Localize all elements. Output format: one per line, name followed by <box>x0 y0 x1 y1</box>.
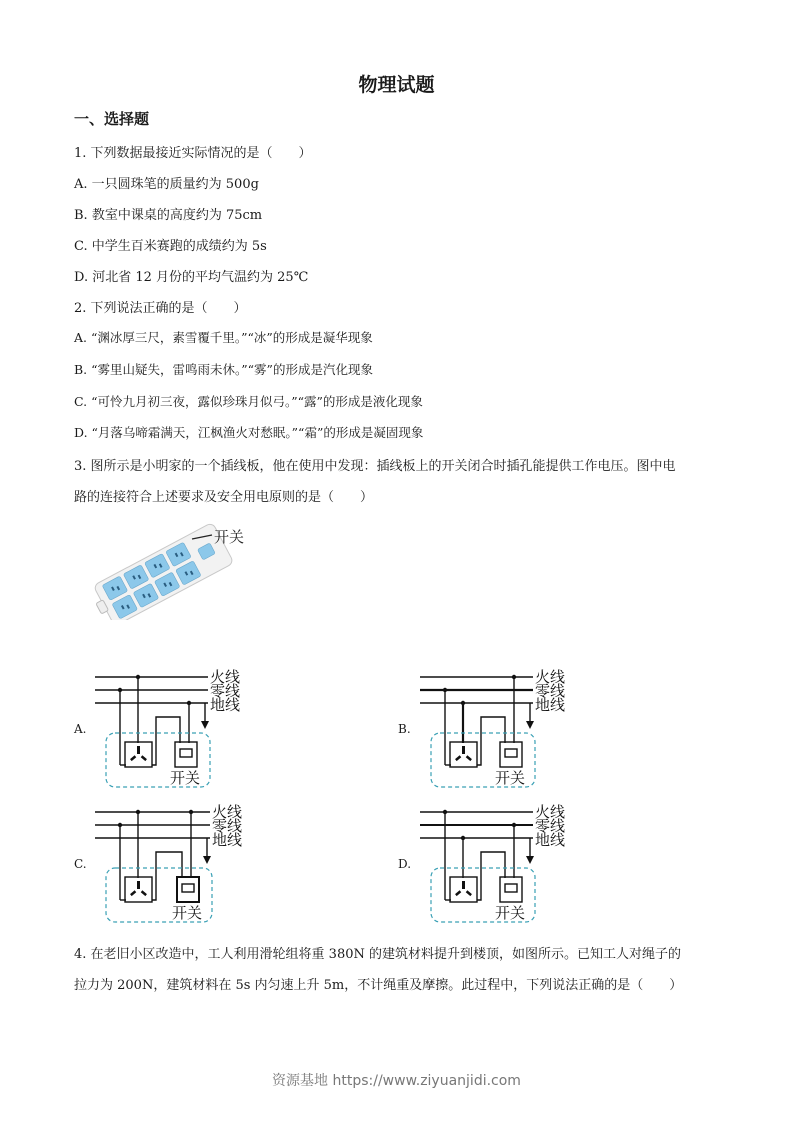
question-2-option-b: B. “雾里山疑失，雷鸣雨未休。”“雾”的形成是汽化现象 <box>74 362 373 377</box>
circuit-diagram-a <box>90 665 280 790</box>
question-2-stem: 2. 下列说法正确的是（ ） <box>74 301 247 316</box>
question-1-option-c: C. 中学生百米赛跑的成绩约为 5s <box>74 239 267 254</box>
question-2-option-a: A. “渊冰厚三尺，素雪覆千里。”“冰”的形成是凝华现象 <box>74 330 373 345</box>
wire-label-ground: 地线 <box>212 831 243 849</box>
question-1-option-d: D. 河北省 12 月份的平均气温约为 25℃ <box>74 270 309 285</box>
diagram-d-label: D. <box>398 857 412 871</box>
question-1-stem: 1. 下列数据最接近实际情况的是（ ） <box>74 146 312 161</box>
section-heading: 一、选择题 <box>74 110 150 128</box>
wire-label-ground: 地线 <box>210 696 241 714</box>
page-title: 物理试题 <box>358 74 435 96</box>
circuit-diagram-b <box>415 665 605 790</box>
wire-label-neutral: 零线 <box>535 817 566 835</box>
question-3-stem-line1: 3. 图所示是小明家的一个插线板，他在使用中发现：插线板上的开关闭合时插孔能提供工作电压。图中电 <box>74 459 676 474</box>
switch-label: 开关 <box>495 904 526 922</box>
switch-label: 开关 <box>495 769 526 787</box>
footer-watermark: 资源基地 https://www.ziyuanjidi.com <box>272 1073 521 1089</box>
switch-label: 开关 <box>172 904 203 922</box>
question-2-option-c: C. “可怜九月初三夜，露似珍珠月似弓。”“露”的形成是液化现象 <box>74 394 423 409</box>
power-strip-figure <box>90 515 290 620</box>
wire-label-neutral: 零线 <box>210 682 241 700</box>
wire-label-live: 火线 <box>535 803 566 821</box>
circuit-diagram-d <box>415 800 605 925</box>
question-4-stem-line2: 拉力为 200N，建筑材料在 5s 内匀速上升 5m，不计绳重及摩擦。此过程中，下列说法正确的是（ ） <box>74 978 683 993</box>
wire-label-neutral: 零线 <box>535 682 566 700</box>
wire-label-live: 火线 <box>535 668 566 686</box>
question-4-stem-line1: 4. 在老旧小区改造中，工人利用滑轮组将重 380N 的建筑材料提升到楼顶，如图所示。已知工人对绳子的 <box>74 947 681 962</box>
question-3-stem-line2: 路的连接符合上述要求及安全用电原则的是（ ） <box>74 490 374 505</box>
wire-label-neutral: 零线 <box>212 817 243 835</box>
diagram-c-label: C. <box>74 857 87 871</box>
question-2-option-d: D. “月落乌啼霜满天，江枫渔火对愁眠。”“霜”的形成是凝固现象 <box>74 425 424 440</box>
wire-label-live: 火线 <box>212 803 243 821</box>
wire-label-live: 火线 <box>210 668 241 686</box>
switch-label: 开关 <box>170 769 201 787</box>
wire-label-ground: 地线 <box>535 831 566 849</box>
diagram-a-label: A. <box>74 722 87 736</box>
question-1-option-a: A. 一只圆珠笔的质量约为 500g <box>74 177 259 192</box>
switch-label: 开关 <box>214 528 245 546</box>
diagram-b-label: B. <box>398 722 411 736</box>
question-1-option-b: B. 教室中课桌的高度约为 75cm <box>74 208 263 223</box>
circuit-diagram-c <box>90 800 280 925</box>
wire-label-ground: 地线 <box>535 696 566 714</box>
